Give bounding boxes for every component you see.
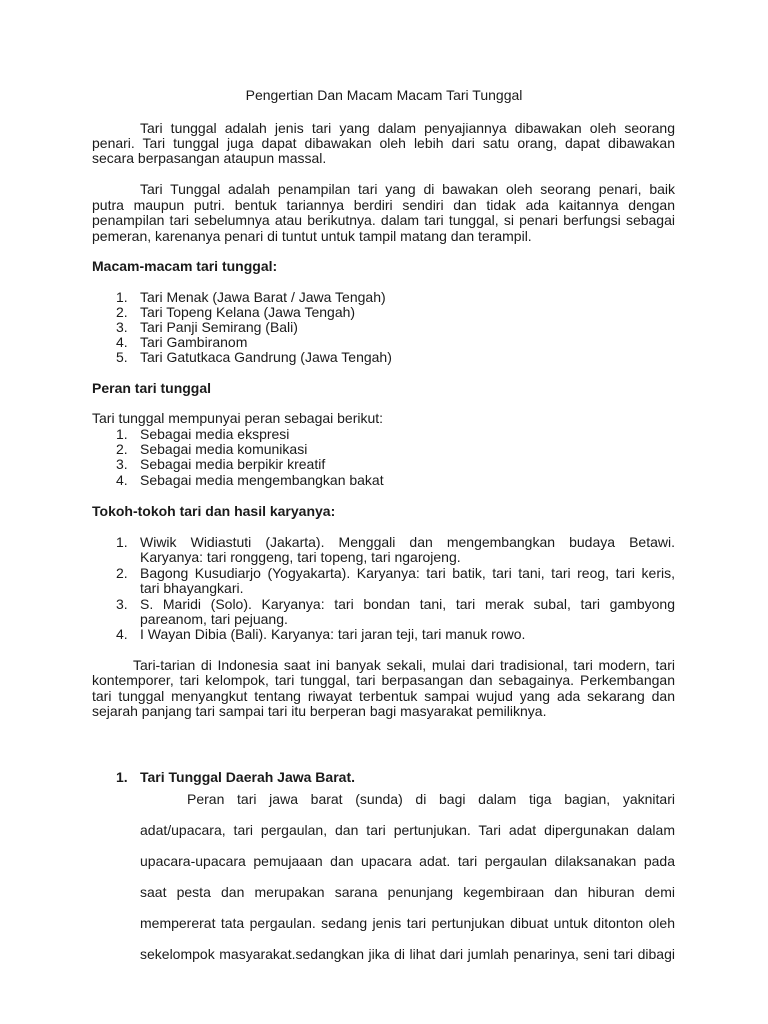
paragraph-line: Tari tunggal mempunyai peran sebagai berikut: — [92, 410, 384, 426]
list-item: Tari Panji Semirang (Bali) — [140, 319, 298, 335]
paragraph-line: adat/upacara, tari pergaulan, dan tari pertunjukan. Tari adat dipergunakan dalam — [140, 822, 675, 838]
section-heading: Tari Tunggal Daerah Jawa Barat. — [140, 769, 355, 785]
paragraph-line: penari. Tari tunggal juga dapat dibawakan oleh lebih dari satu orang, dapat dibawakan — [92, 135, 675, 151]
list-number: 1. — [116, 289, 128, 305]
list-number: 4. — [116, 472, 128, 488]
list-item: Sebagai media komunikasi — [140, 441, 308, 457]
paragraph-line: upacara-upacara pemujaaan dan upacara adat. tari pergaulan dilaksanakan pada — [140, 853, 675, 869]
list-number: 4. — [116, 334, 128, 350]
list-number: 1. — [116, 426, 128, 442]
paragraph-line: Peran tari jawa barat (sunda) di bagi dalam tiga bagian, yaknitari — [187, 791, 675, 807]
list-item: tari bhayangkari. — [140, 580, 244, 596]
paragraph-line: Tari tunggal adalah jenis tari yang dalam penyajiannya dibawakan oleh seorang — [140, 120, 675, 136]
paragraph-line: penampilan tari sebelumnya atau berikutnya. dalam tari tunggal, si penari berfungsi sebagai — [92, 212, 675, 228]
list-item: Tari Gambiranom — [140, 334, 248, 350]
list-number: 3. — [116, 319, 128, 335]
list-item: Tari Menak (Jawa Barat / Jawa Tengah) — [140, 289, 386, 305]
section-heading: Macam-macam tari tunggal: — [92, 258, 278, 274]
list-number: 2. — [116, 304, 128, 320]
paragraph-line: saat pesta dan merupakan sarana penunjang kegembiraan dan hiburan demi — [140, 884, 675, 900]
paragraph-line: Tari-tarian di Indonesia saat ini banyak sekali, mulai dari tradisional, tari modern, tari — [133, 657, 675, 673]
list-item: Karyanya: tari ronggeng, tari topeng, tari ngarojeng. — [140, 549, 461, 565]
paragraph-line: sekelompok masyarakat.sedangkan jika di lihat dari jumlah penarinya, seni tari dibagi — [140, 946, 675, 962]
paragraph-line: pemeran, karenanya penari di tuntut untuk tampil matang dan terampil. — [92, 228, 532, 244]
list-number: 3. — [116, 456, 128, 472]
list-item: Sebagai media mengembangkan bakat — [140, 472, 384, 488]
list-item: S. Maridi (Solo). Karyanya: tari bondan tani, tari merak subal, tari gambyong — [140, 596, 675, 612]
list-number: 2. — [116, 441, 128, 457]
paragraph-line: tari tunggal menyangkut tentang riwayat terbentuk sampai wujud yang ada sekarang dan — [92, 688, 675, 704]
paragraph-line: Tari Tunggal adalah penampilan tari yang di bawakan oleh seorang penari, baik — [140, 181, 675, 197]
list-number: 1. — [116, 534, 128, 550]
list-item: Sebagai media berpikir kreatif — [140, 456, 326, 472]
list-number: 3. — [116, 596, 128, 612]
list-number: 4. — [116, 626, 128, 642]
list-number: 1. — [116, 769, 128, 785]
list-item: Bagong Kusudiarjo (Yogyakarta). Karyanya: tari batik, tari tani, tari reog, tari keris, — [140, 565, 675, 581]
paragraph-line: mempererat tata pergaulan. sedang jenis tari pertunjukan dibuat untuk ditonton oleh — [140, 915, 675, 931]
paragraph-line: putra maupun putri. bentuk tariannya berdiri sendiri dan tidak ada kaitannya dengan — [92, 197, 675, 213]
list-item: Tari Gatutkaca Gandrung (Jawa Tengah) — [140, 349, 392, 365]
list-item: Wiwik Widiastuti (Jakarta). Menggali dan mengembangkan budaya Betawi. — [140, 534, 675, 550]
list-item: I Wayan Dibia (Bali). Karyanya: tari jaran teji, tari manuk rowo. — [140, 626, 526, 642]
list-item: Sebagai media ekspresi — [140, 426, 290, 442]
list-number: 5. — [116, 349, 128, 365]
section-heading: Peran tari tunggal — [92, 380, 212, 396]
list-item: pareanom, tari pejuang. — [140, 611, 288, 627]
list-number: 2. — [116, 565, 128, 581]
list-item: Tari Topeng Kelana (Jawa Tengah) — [140, 304, 356, 320]
page-title: Pengertian Dan Macam Macam Tari Tunggal — [245, 87, 523, 103]
paragraph-line: secara berpasangan ataupun massal. — [92, 150, 327, 166]
paragraph-line: kontemporer, tari kelompok, tari tunggal, tari berpasangan dan sebagainya. Perkembangan — [92, 672, 675, 688]
paragraph-line: sejarah panjang tari sampai tari itu berperan bagi masyarakat pemiliknya. — [92, 703, 547, 719]
section-heading: Tokoh-tokoh tari dan hasil karyanya: — [92, 503, 336, 519]
